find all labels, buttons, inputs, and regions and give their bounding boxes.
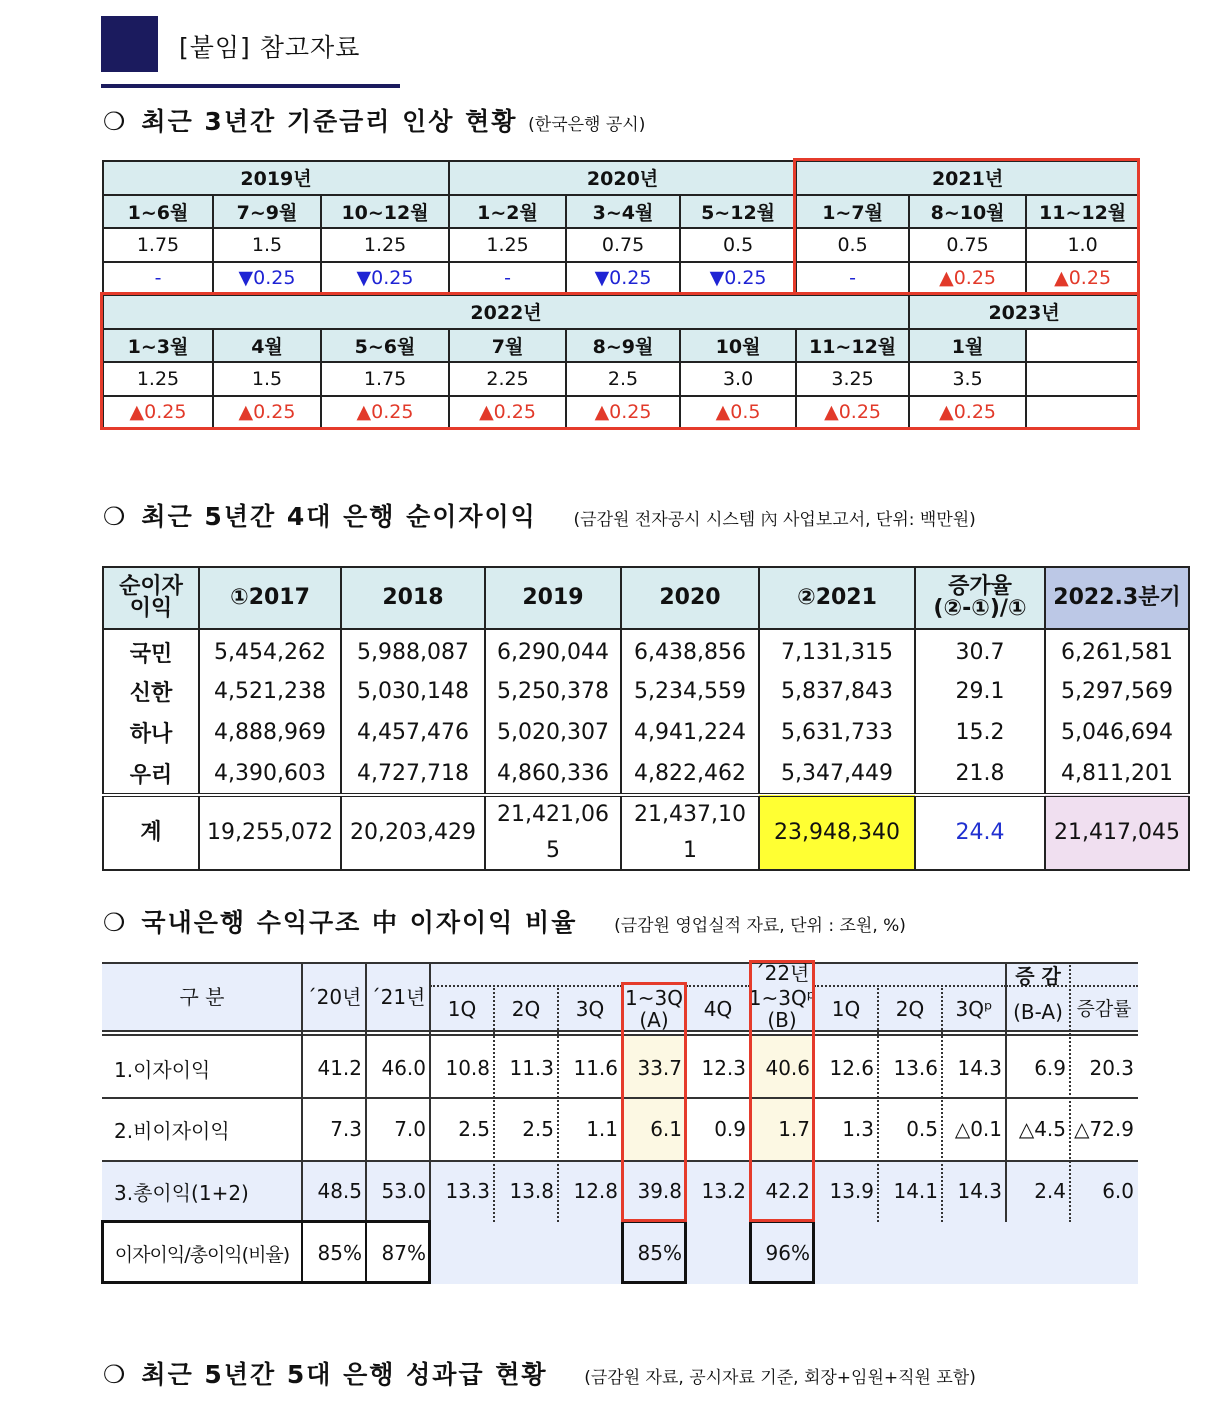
value-cell: 6,261,581 [1045,629,1189,671]
bank-name: 하나 [103,712,199,754]
value-cell: 20.3 [1089,1056,1134,1080]
change-cell: ▲0.25 [449,396,566,430]
t1-year-row-2 [103,295,1139,329]
t1-month-row-2 [103,329,1139,363]
header-22-2q: 2Q [895,997,925,1021]
t1-month-row-1 [103,195,1139,229]
rate-cell: 1.5 [213,228,321,262]
rate-cell: 1.25 [103,362,213,396]
value-cell: 1.1 [586,1117,618,1141]
value-cell: 5,297,569 [1045,671,1189,713]
value-cell: 4,941,224 [621,712,759,754]
rate-cell: 1.0 [1026,228,1139,262]
rate-cell: 0.5 [680,228,796,262]
t2-header-cell: 순이자 이익 [103,567,199,629]
value-cell: △72.9 [1074,1117,1134,1141]
highlight-box-b [749,960,815,1222]
rate-cell: 1.25 [449,228,566,262]
rate-cell: 3.25 [796,362,909,396]
month-cell: 11~12월 [1026,195,1139,229]
value-cell: 2.4 [1034,1179,1066,1203]
t2-total-row [103,795,1189,870]
rate-cell [1026,362,1139,396]
value-cell: 39.8 [637,1179,682,1203]
ratio-box [101,1220,431,1284]
net-interest-income-table [102,566,1190,871]
ratio-2021: 87% [381,1241,426,1265]
change-cell: - [796,262,909,296]
value-cell: 13.9 [829,1179,874,1203]
value-cell: 12.6 [829,1056,874,1080]
t2-bank-row [103,712,1189,754]
value-cell: 33.7 [637,1056,682,1080]
change-cell [1026,396,1139,430]
year-cell: 2021년 [796,161,1139,195]
value-cell: 11.3 [509,1056,554,1080]
change-cell: ▼0.25 [213,262,321,296]
value-cell: 6.1 [650,1117,682,1141]
month-cell [1026,329,1139,363]
rate-cell: 0.5 [796,228,909,262]
value-cell: 1.7 [778,1117,810,1141]
bank-name: 국민 [103,629,199,671]
value-cell: 12.8 [573,1179,618,1203]
month-cell: 3~4월 [566,195,680,229]
value-cell: 0.5 [906,1117,938,1141]
value-cell: 5,030,148 [341,671,485,713]
base-rate-table [102,160,1140,430]
value-cell: 14.3 [957,1179,1002,1203]
value-cell: 4,727,718 [341,754,485,796]
row-label: 3.총이익(1+2) [114,1180,249,1205]
change-cell: ▲0.25 [213,396,321,430]
value-cell: 7.3 [330,1117,362,1141]
change-cell: ▲0.25 [566,396,680,430]
value-cell: 13.8 [509,1179,554,1203]
month-cell: 5~6월 [321,329,449,363]
year-cell: 2023년 [909,295,1139,329]
header-title: [붙임] 참고자료 [179,33,361,62]
rate-cell: 3.5 [909,362,1026,396]
total-cell: 21,437,10 1 [621,795,759,870]
value-cell: 46.0 [381,1056,426,1080]
section2-title: ❍ 최근 5년간 4대 은행 순이자이익 (금감원 전자공시 시스템 內 사업보고서, 단위: 백만원) [103,502,976,531]
value-cell: 1.3 [842,1117,874,1141]
header-change: 증 감 [1015,964,1061,988]
t2-header-cell: ①2017 [199,567,341,629]
value-cell: 4,521,238 [199,671,341,713]
t1-change-row-1 [103,262,1139,296]
month-cell: 10월 [680,329,796,363]
ratio-b: 96% [765,1241,810,1265]
month-cell: 1~7월 [796,195,909,229]
total-cell: 21,421,06 5 [485,795,621,870]
circle-bullet-icon: ❍ [103,107,128,136]
ratio-2020: 85% [317,1241,362,1265]
value-cell: 53.0 [381,1179,426,1203]
value-cell: 6,290,044 [485,629,621,671]
month-cell: 8~10월 [909,195,1026,229]
header-1-3q-a: 1~3Q (A) [625,986,683,1032]
value-cell: 29.1 [915,671,1045,713]
value-cell: 13.3 [445,1179,490,1203]
value-cell: 14.1 [893,1179,938,1203]
section1-source: (한국은행 공시) [528,115,646,135]
change-cell: ▲0.25 [1026,262,1139,296]
section3-source: (금감원 영업실적 자료, 단위 : 조원, %) [614,916,906,936]
year-cell: 2022년 [103,295,909,329]
section1-title: ❍ 최근 3년간 기준금리 인상 현황 (한국은행 공시) [103,107,646,136]
value-cell: 11.6 [573,1056,618,1080]
t2-bank-row [103,754,1189,796]
value-cell: 30.7 [915,629,1045,671]
value-cell: 5,988,087 [341,629,485,671]
value-cell: 0.9 [714,1117,746,1141]
value-cell: 13.6 [893,1056,938,1080]
bank-name: 신한 [103,671,199,713]
rate-cell: 2.5 [566,362,680,396]
header-block [101,16,158,72]
t2-bank-row [103,629,1189,671]
value-cell: 5,046,694 [1045,712,1189,754]
change-cell: - [103,262,213,296]
rate-cell: 1.75 [321,362,449,396]
circle-bullet-icon: ❍ [103,1360,128,1389]
row-label: 2.비이자이익 [114,1118,230,1143]
header-gubun: 구 분 [179,985,225,1009]
ratio-box-divider [365,1220,367,1284]
change-cell: ▲0.25 [796,396,909,430]
value-cell: 4,390,603 [199,754,341,796]
month-cell: 8~9월 [566,329,680,363]
value-cell: 2.5 [458,1117,490,1141]
value-cell: 5,250,378 [485,671,621,713]
t2-bank-row [103,671,1189,713]
t2-header-cell: 2022.3분기 [1045,567,1189,629]
header-22-1q: 1Q [831,997,861,1021]
total-label: 계 [103,795,199,870]
month-cell: 1~2월 [449,195,566,229]
change-cell: ▲0.25 [321,396,449,430]
change-cell: ▼0.25 [680,262,796,296]
value-cell: 5,020,307 [485,712,621,754]
value-cell: 5,454,262 [199,629,341,671]
header-21-2q: 2Q [511,997,541,1021]
t2-header-cell: 2019 [485,567,621,629]
header-b-a: (B-A) [1013,1000,1063,1024]
value-cell: 14.3 [957,1056,1002,1080]
value-cell: 21.8 [915,754,1045,796]
circle-bullet-icon: ❍ [103,502,128,531]
row-label: 1.이자이익 [114,1057,211,1082]
value-cell: 41.2 [317,1056,362,1080]
total-cell: 20,203,429 [341,795,485,870]
ratio-box-b [749,1220,815,1284]
value-cell: 6.0 [1102,1179,1134,1203]
year-cell: 2020년 [449,161,796,195]
rate-cell: 2.25 [449,362,566,396]
value-cell: 13.2 [701,1179,746,1203]
total-cell: 21,417,045 [1045,795,1189,870]
t3-subhead-line [686,985,750,987]
rate-cell: 1.25 [321,228,449,262]
month-cell: 5~12월 [680,195,796,229]
section4-title: ❍ 최근 5년간 5대 은행 성과급 현황 (금감원 자료, 공시자료 기준, 회장+임원+직원 포함) [103,1360,976,1389]
value-cell: 48.5 [317,1179,362,1203]
value-cell: 4,822,462 [621,754,759,796]
ratio-box-divider [301,1220,303,1284]
value-cell: 5,347,449 [759,754,915,796]
month-cell: 1월 [909,329,1026,363]
circle-bullet-icon: ❍ [103,908,128,937]
t2-header-cell: 2020 [621,567,759,629]
header-1-3q-b: 1~3Qᵖ (B) [748,986,816,1032]
header-2022: ´22년 [754,961,810,985]
value-cell: 5,234,559 [621,671,759,713]
t2-header-cell: 증가율 (②-①)/① [915,567,1045,629]
t2-header-cell: 2018 [341,567,485,629]
ratio-box-a [621,1220,687,1284]
value-cell: 4,860,336 [485,754,621,796]
header-2020: ´20년 [306,985,362,1009]
ratio-label: 이자이익/총이익(비율) [114,1243,290,1266]
change-cell: ▲0.5 [680,396,796,430]
header-21-1q: 1Q [447,997,477,1021]
total-cell: 23,948,340 [759,795,915,870]
month-cell: 7월 [449,329,566,363]
month-cell: 10~12월 [321,195,449,229]
value-cell: 4,811,201 [1045,754,1189,796]
header-underline [101,84,400,88]
value-cell: 6.9 [1034,1056,1066,1080]
section2-source: (금감원 전자공시 시스템 內 사업보고서, 단위: 백만원) [573,510,976,530]
value-cell: 15.2 [915,712,1045,754]
value-cell: 7.0 [394,1117,426,1141]
value-cell: △0.1 [954,1117,1002,1141]
total-cell: 24.4 [915,795,1045,870]
ratio-a: 85% [637,1241,682,1265]
section3-title: ❍ 국내은행 수익구조 中 이자이익 비율 (금감원 영업실적 자료, 단위 : 조원, %) [103,908,906,937]
change-cell: ▲0.25 [909,262,1026,296]
value-cell: 7,131,315 [759,629,915,671]
header-2021: ´21년 [370,985,426,1009]
t3-subhead-line [430,985,622,987]
value-cell: 5,837,843 [759,671,915,713]
value-cell: △4.5 [1018,1117,1066,1141]
header-4q: 4Q [703,997,733,1021]
value-cell: 6,438,856 [621,629,759,671]
value-cell: 40.6 [765,1056,810,1080]
bank-name: 우리 [103,754,199,796]
total-cell: 19,255,072 [199,795,341,870]
rate-cell: 3.0 [680,362,796,396]
value-cell: 4,457,476 [341,712,485,754]
t1-rate-row-1 [103,228,1139,262]
value-cell: 2.5 [522,1117,554,1141]
value-cell: 42.2 [765,1179,810,1203]
t1-change-row-2 [103,396,1139,430]
change-cell: ▼0.25 [321,262,449,296]
month-cell: 1~6월 [103,195,213,229]
value-cell: 5,631,733 [759,712,915,754]
month-cell: 11~12월 [796,329,909,363]
value-cell: 4,888,969 [199,712,341,754]
month-cell: 1~3월 [103,329,213,363]
section4-source: (금감원 자료, 공시자료 기준, 회장+임원+직원 포함) [584,1368,976,1388]
header-22-3q: 3Qᵖ [955,997,993,1021]
t1-rate-row-2 [103,362,1139,396]
change-cell: ▲0.25 [103,396,213,430]
change-cell: - [449,262,566,296]
t3-subhead-line [814,985,1006,987]
year-cell: 2019년 [103,161,449,195]
header-rate: 증감률 [1076,998,1132,1020]
rate-cell: 1.75 [103,228,213,262]
t2-header-cell: ②2021 [759,567,915,629]
header-21-3q: 3Q [575,997,605,1021]
month-cell: 4월 [213,329,321,363]
attachment-header [101,16,400,74]
rate-cell: 1.5 [213,362,321,396]
rate-cell: 0.75 [566,228,680,262]
month-cell: 7~9월 [213,195,321,229]
highlight-box-a [621,982,687,1222]
t2-header-row [103,567,1189,629]
value-cell: 12.3 [701,1056,746,1080]
rate-cell: 0.75 [909,228,1026,262]
t1-year-row-1 [103,161,1139,195]
change-cell: ▲0.25 [909,396,1026,430]
change-cell: ▼0.25 [566,262,680,296]
value-cell: 10.8 [445,1056,490,1080]
